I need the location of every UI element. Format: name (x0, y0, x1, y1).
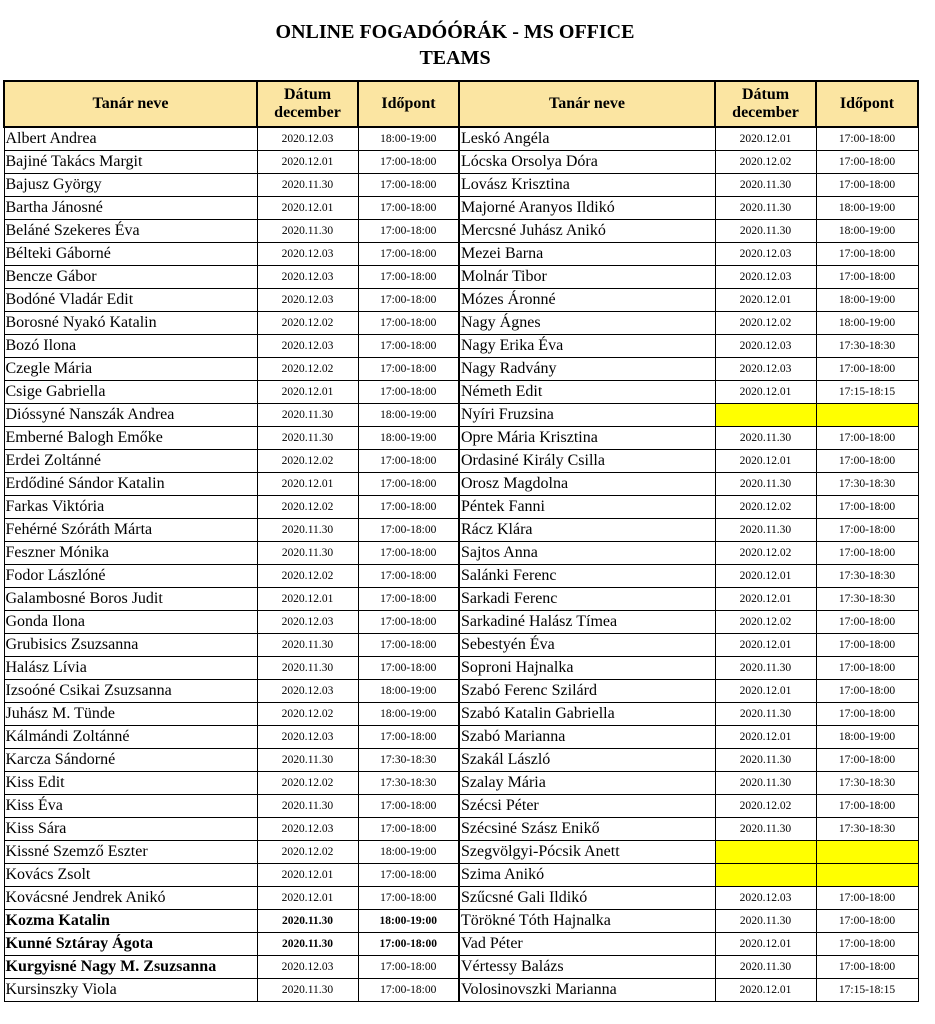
teacher-name-right: Sarkadiné Halász Tímea (459, 611, 715, 634)
table-row (4, 151, 918, 174)
time-left: 17:00-18:00 (358, 611, 459, 634)
teacher-name-left: Beláné Szekeres Éva (4, 220, 257, 243)
table-row (4, 749, 918, 772)
teacher-name-right: Vad Péter (459, 933, 715, 956)
header-name-right: Tanár neve (459, 81, 715, 127)
teacher-name-left: Juhász M. Tünde (4, 703, 257, 726)
teacher-name-right: Vértessy Balázs (459, 956, 715, 979)
teacher-name-right: Szűcsné Gali Ildikó (459, 887, 715, 910)
time-left: 17:00-18:00 (358, 243, 459, 266)
teacher-name-left: Erdődiné Sándor Katalin (4, 473, 257, 496)
date-right: 2020.11.30 (715, 772, 816, 795)
table-row (4, 358, 918, 381)
time-left: 17:00-18:00 (358, 956, 459, 979)
date-right: 2020.11.30 (715, 910, 816, 933)
teacher-name-left: Kurgyisné Nagy M. Zsuzsanna (4, 956, 257, 979)
time-left: 17:00-18:00 (358, 818, 459, 841)
time-right: 18:00-19:00 (816, 726, 918, 749)
table-row (4, 197, 918, 220)
date-left: 2020.11.30 (257, 427, 358, 450)
time-right: 17:00-18:00 (816, 243, 918, 266)
teacher-name-left: Csige Gabriella (4, 381, 257, 404)
date-right: 2020.11.30 (715, 749, 816, 772)
time-left: 17:00-18:00 (358, 151, 459, 174)
teacher-name-left: Emberné Balogh Emőke (4, 427, 257, 450)
date-left: 2020.12.01 (257, 473, 358, 496)
date-right: 2020.12.01 (715, 450, 816, 473)
teacher-name-right: Leskó Angéla (459, 127, 715, 151)
date-right: 2020.12.01 (715, 680, 816, 703)
date-right: 2020.12.01 (715, 588, 816, 611)
time-left: 17:00-18:00 (358, 335, 459, 358)
header-name-left: Tanár neve (4, 81, 257, 127)
table-body (4, 127, 918, 1002)
date-left: 2020.11.30 (257, 749, 358, 772)
date-left: 2020.12.03 (257, 726, 358, 749)
date-right: 2020.12.01 (715, 127, 816, 151)
date-right: 2020.11.30 (715, 473, 816, 496)
teacher-name-right: Orosz Magdolna (459, 473, 715, 496)
time-right: 17:00-18:00 (816, 496, 918, 519)
table-row (4, 703, 918, 726)
table-row (4, 174, 918, 197)
teacher-name-right: Németh Edit (459, 381, 715, 404)
teacher-name-left: Grubisics Zsuzsanna (4, 634, 257, 657)
date-right: 2020.12.01 (715, 565, 816, 588)
table-row (4, 933, 918, 956)
teacher-name-right: Volosinovszki Marianna (459, 979, 715, 1002)
table-row (4, 496, 918, 519)
date-right: 2020.12.03 (715, 266, 816, 289)
date-left: 2020.11.30 (257, 910, 358, 933)
date-right: 2020.12.01 (715, 933, 816, 956)
time-right (816, 864, 918, 887)
teacher-name-left: Feszner Mónika (4, 542, 257, 565)
time-right: 17:00-18:00 (816, 266, 918, 289)
header-date-line1: Dátum (283, 86, 332, 103)
teacher-name-right: Rácz Klára (459, 519, 715, 542)
date-left: 2020.11.30 (257, 519, 358, 542)
table-row (4, 565, 918, 588)
time-left: 17:00-18:00 (358, 266, 459, 289)
time-right: 17:30-18:30 (816, 335, 918, 358)
teacher-name-right: Nagy Ágnes (459, 312, 715, 335)
time-left: 17:00-18:00 (358, 174, 459, 197)
date-left: 2020.11.30 (257, 795, 358, 818)
date-right: 2020.12.03 (715, 887, 816, 910)
header-time-left: Időpont (358, 81, 459, 127)
time-left: 17:00-18:00 (358, 312, 459, 335)
header-date-line1: Dátum (741, 86, 790, 103)
table-row (4, 956, 918, 979)
table-row (4, 841, 918, 864)
date-left: 2020.11.30 (257, 404, 358, 427)
table-row (4, 427, 918, 450)
date-right: 2020.12.02 (715, 542, 816, 565)
table-row (4, 887, 918, 910)
date-right: 2020.12.01 (715, 634, 816, 657)
time-right: 17:00-18:00 (816, 519, 918, 542)
date-right: 2020.12.01 (715, 289, 816, 312)
teacher-name-right: Lócska Orsolya Dóra (459, 151, 715, 174)
time-right: 17:00-18:00 (816, 933, 918, 956)
teacher-name-right: Törökné Tóth Hajnalka (459, 910, 715, 933)
time-right: 17:30-18:30 (816, 473, 918, 496)
date-left: 2020.12.02 (257, 841, 358, 864)
date-left: 2020.12.02 (257, 312, 358, 335)
teacher-name-left: Czegle Mária (4, 358, 257, 381)
date-left: 2020.12.01 (257, 197, 358, 220)
table-row (4, 243, 918, 266)
teacher-name-right: Szima Anikó (459, 864, 715, 887)
date-left: 2020.12.03 (257, 956, 358, 979)
table-row (4, 289, 918, 312)
time-left: 17:00-18:00 (358, 864, 459, 887)
teacher-name-left: Kiss Éva (4, 795, 257, 818)
teacher-name-right: Soproni Hajnalka (459, 657, 715, 680)
time-right: 17:00-18:00 (816, 887, 918, 910)
date-left: 2020.11.30 (257, 542, 358, 565)
time-right: 17:00-18:00 (816, 657, 918, 680)
date-right: 2020.11.30 (715, 703, 816, 726)
date-right: 2020.12.01 (715, 381, 816, 404)
date-left: 2020.12.01 (257, 381, 358, 404)
teacher-name-left: Karcza Sándorné (4, 749, 257, 772)
time-right: 17:30-18:30 (816, 588, 918, 611)
teacher-name-right: Nagy Radvány (459, 358, 715, 381)
teacher-name-left: Kovácsné Jendrek Anikó (4, 887, 257, 910)
teacher-name-left: Kozma Katalin (4, 910, 257, 933)
time-right: 17:30-18:30 (816, 818, 918, 841)
date-left: 2020.12.02 (257, 496, 358, 519)
time-left: 18:00-19:00 (358, 427, 459, 450)
teacher-name-right: Molnár Tibor (459, 266, 715, 289)
time-left: 17:30-18:30 (358, 772, 459, 795)
time-right: 18:00-19:00 (816, 220, 918, 243)
teacher-name-left: Kálmándi Zoltánné (4, 726, 257, 749)
date-left: 2020.11.30 (257, 174, 358, 197)
time-right: 17:00-18:00 (816, 427, 918, 450)
date-left: 2020.12.03 (257, 611, 358, 634)
time-left: 18:00-19:00 (358, 127, 459, 151)
date-right: 2020.12.02 (715, 611, 816, 634)
teacher-name-left: Farkas Viktória (4, 496, 257, 519)
teacher-name-left: Bajiné Takács Margit (4, 151, 257, 174)
header-row (4, 81, 918, 127)
date-left: 2020.12.03 (257, 289, 358, 312)
date-right: 2020.12.02 (715, 151, 816, 174)
date-left: 2020.12.01 (257, 151, 358, 174)
teacher-name-right: Majorné Aranyos Ildikó (459, 197, 715, 220)
teacher-name-left: Kiss Sára (4, 818, 257, 841)
teacher-name-right: Szabó Ferenc Szilárd (459, 680, 715, 703)
teacher-name-left: Bélteki Gáborné (4, 243, 257, 266)
date-right: 2020.11.30 (715, 427, 816, 450)
teacher-name-right: Mezei Barna (459, 243, 715, 266)
date-right: 2020.12.03 (715, 335, 816, 358)
date-left: 2020.12.02 (257, 703, 358, 726)
time-left: 17:30-18:30 (358, 749, 459, 772)
time-right: 18:00-19:00 (816, 289, 918, 312)
table-row (4, 680, 918, 703)
time-left: 17:00-18:00 (358, 542, 459, 565)
time-left: 17:00-18:00 (358, 887, 459, 910)
teacher-name-right: Nyíri Fruzsina (459, 404, 715, 427)
time-right: 18:00-19:00 (816, 312, 918, 335)
time-left: 17:00-18:00 (358, 634, 459, 657)
time-left: 17:00-18:00 (358, 358, 459, 381)
teacher-name-right: Szabó Katalin Gabriella (459, 703, 715, 726)
table-row (4, 795, 918, 818)
table-row (4, 127, 918, 151)
date-right: 2020.12.02 (715, 496, 816, 519)
teacher-name-left: Izsoóné Csikai Zsuzsanna (4, 680, 257, 703)
teacher-name-right: Péntek Fanni (459, 496, 715, 519)
teacher-name-right: Szakál László (459, 749, 715, 772)
teacher-name-right: Sajtos Anna (459, 542, 715, 565)
time-right (816, 404, 918, 427)
time-right (816, 841, 918, 864)
time-left: 17:00-18:00 (358, 588, 459, 611)
date-left: 2020.12.03 (257, 127, 358, 151)
table-row (4, 634, 918, 657)
table-row (4, 473, 918, 496)
page-title: ONLINE FOGADÓÓRÁK - MS OFFICE (275, 21, 635, 43)
teacher-name-left: Gonda Ilona (4, 611, 257, 634)
time-left: 17:00-18:00 (358, 565, 459, 588)
time-left: 17:00-18:00 (358, 795, 459, 818)
time-right: 17:00-18:00 (816, 795, 918, 818)
teacher-name-left: Albert Andrea (4, 127, 257, 151)
time-left: 18:00-19:00 (358, 404, 459, 427)
teacher-name-left: Dióssyné Nanszák Andrea (4, 404, 257, 427)
teacher-name-right: Sarkadi Ferenc (459, 588, 715, 611)
teacher-name-left: Kiss Edit (4, 772, 257, 795)
teacher-name-right: Szécsi Péter (459, 795, 715, 818)
header-time-right: Időpont (816, 81, 918, 127)
time-right: 17:00-18:00 (816, 749, 918, 772)
table-row (4, 818, 918, 841)
time-right: 17:15-18:15 (816, 381, 918, 404)
date-left: 2020.12.03 (257, 680, 358, 703)
time-left: 17:00-18:00 (358, 496, 459, 519)
header-date-line2: december (274, 104, 341, 121)
date-left: 2020.12.01 (257, 887, 358, 910)
header-date-left (257, 81, 358, 127)
date-left: 2020.12.03 (257, 266, 358, 289)
teacher-name-right: Szalay Mária (459, 772, 715, 795)
teacher-name-left: Bodóné Vladár Edit (4, 289, 257, 312)
teacher-name-right: Szécsiné Szász Enikő (459, 818, 715, 841)
teacher-name-left: Bencze Gábor (4, 266, 257, 289)
date-right: 2020.12.02 (715, 312, 816, 335)
table-row (4, 450, 918, 473)
time-right: 17:00-18:00 (816, 358, 918, 381)
table-row (4, 726, 918, 749)
time-left: 17:00-18:00 (358, 473, 459, 496)
table-row (4, 588, 918, 611)
teacher-name-right: Nagy Erika Éva (459, 335, 715, 358)
date-left: 2020.12.02 (257, 358, 358, 381)
time-right: 17:30-18:30 (816, 772, 918, 795)
time-left: 18:00-19:00 (358, 703, 459, 726)
teacher-name-left: Bozó Ilona (4, 335, 257, 358)
date-right: 2020.11.30 (715, 220, 816, 243)
table-row (4, 381, 918, 404)
time-right: 17:00-18:00 (816, 910, 918, 933)
date-left: 2020.12.03 (257, 335, 358, 358)
date-right: 2020.11.30 (715, 519, 816, 542)
teacher-name-right: Lovász Krisztina (459, 174, 715, 197)
date-right (715, 841, 816, 864)
date-left: 2020.11.30 (257, 979, 358, 1002)
time-right: 17:30-18:30 (816, 565, 918, 588)
header-date-line2: december (732, 104, 799, 121)
time-left: 17:00-18:00 (358, 289, 459, 312)
date-right (715, 864, 816, 887)
date-left: 2020.11.30 (257, 220, 358, 243)
time-left: 17:00-18:00 (358, 450, 459, 473)
time-right: 17:00-18:00 (816, 151, 918, 174)
time-left: 17:00-18:00 (358, 197, 459, 220)
teacher-name-left: Kursinszky Viola (4, 979, 257, 1002)
date-left: 2020.12.03 (257, 818, 358, 841)
table-row (4, 772, 918, 795)
teacher-name-right: Sebestyén Éva (459, 634, 715, 657)
teacher-name-left: Fodor Lászlóné (4, 565, 257, 588)
teacher-name-left: Kissné Szemző Eszter (4, 841, 257, 864)
date-right (715, 404, 816, 427)
table-row (4, 404, 918, 427)
teacher-name-left: Kunné Sztáray Ágota (4, 933, 257, 956)
teacher-name-right: Mózes Áronné (459, 289, 715, 312)
date-right: 2020.12.01 (715, 979, 816, 1002)
time-left: 17:00-18:00 (358, 979, 459, 1002)
time-left: 17:00-18:00 (358, 220, 459, 243)
time-left: 18:00-19:00 (358, 841, 459, 864)
time-left: 17:00-18:00 (358, 726, 459, 749)
teacher-name-left: Kovács Zsolt (4, 864, 257, 887)
teacher-name-left: Bartha Jánosné (4, 197, 257, 220)
table-row (4, 335, 918, 358)
teacher-name-left: Erdei Zoltánné (4, 450, 257, 473)
teacher-name-left: Borosné Nyakó Katalin (4, 312, 257, 335)
time-left: 17:00-18:00 (358, 933, 459, 956)
date-right: 2020.11.30 (715, 657, 816, 680)
time-right: 17:00-18:00 (816, 542, 918, 565)
teacher-name-right: Mercsné Juhász Anikó (459, 220, 715, 243)
time-right: 17:00-18:00 (816, 127, 918, 151)
date-right: 2020.12.01 (715, 726, 816, 749)
date-right: 2020.12.03 (715, 358, 816, 381)
date-left: 2020.12.03 (257, 243, 358, 266)
teacher-name-right: Szabó Marianna (459, 726, 715, 749)
teacher-name-left: Halász Lívia (4, 657, 257, 680)
schedule-table (3, 80, 919, 1002)
table-row (4, 542, 918, 565)
teacher-name-right: Opre Mária Krisztina (459, 427, 715, 450)
table-row (4, 312, 918, 335)
teacher-name-left: Bajusz György (4, 174, 257, 197)
table-row (4, 611, 918, 634)
table-row (4, 979, 918, 1002)
table-row (4, 266, 918, 289)
time-right: 17:00-18:00 (816, 956, 918, 979)
date-left: 2020.12.01 (257, 864, 358, 887)
date-left: 2020.11.30 (257, 933, 358, 956)
table-row (4, 657, 918, 680)
date-left: 2020.11.30 (257, 634, 358, 657)
date-left: 2020.12.02 (257, 772, 358, 795)
table-row (4, 220, 918, 243)
teacher-name-left: Galambosné Boros Judit (4, 588, 257, 611)
time-left: 18:00-19:00 (358, 910, 459, 933)
teacher-name-right: Ordasiné Király Csilla (459, 450, 715, 473)
date-right: 2020.11.30 (715, 818, 816, 841)
date-left: 2020.11.30 (257, 657, 358, 680)
time-right: 17:00-18:00 (816, 174, 918, 197)
time-right: 17:15-18:15 (816, 979, 918, 1002)
date-right: 2020.11.30 (715, 197, 816, 220)
time-left: 17:00-18:00 (358, 657, 459, 680)
time-left: 17:00-18:00 (358, 519, 459, 542)
date-right: 2020.12.03 (715, 243, 816, 266)
date-right: 2020.12.02 (715, 795, 816, 818)
date-right: 2020.11.30 (715, 174, 816, 197)
page-subtitle: TEAMS (419, 47, 491, 69)
time-left: 17:00-18:00 (358, 381, 459, 404)
teacher-name-right: Salánki Ferenc (459, 565, 715, 588)
table-row (4, 864, 918, 887)
table-row (4, 519, 918, 542)
teacher-name-right: Szegvölgyi-Pócsik Anett (459, 841, 715, 864)
time-left: 18:00-19:00 (358, 680, 459, 703)
time-right: 18:00-19:00 (816, 197, 918, 220)
table-row (4, 910, 918, 933)
time-right: 17:00-18:00 (816, 634, 918, 657)
time-right: 17:00-18:00 (816, 680, 918, 703)
date-left: 2020.12.01 (257, 588, 358, 611)
date-left: 2020.12.02 (257, 565, 358, 588)
teacher-name-left: Fehérné Szóráth Márta (4, 519, 257, 542)
date-left: 2020.12.02 (257, 450, 358, 473)
time-right: 17:00-18:00 (816, 611, 918, 634)
header-date-right (715, 81, 816, 127)
time-right: 17:00-18:00 (816, 450, 918, 473)
time-right: 17:00-18:00 (816, 703, 918, 726)
date-right: 2020.11.30 (715, 956, 816, 979)
